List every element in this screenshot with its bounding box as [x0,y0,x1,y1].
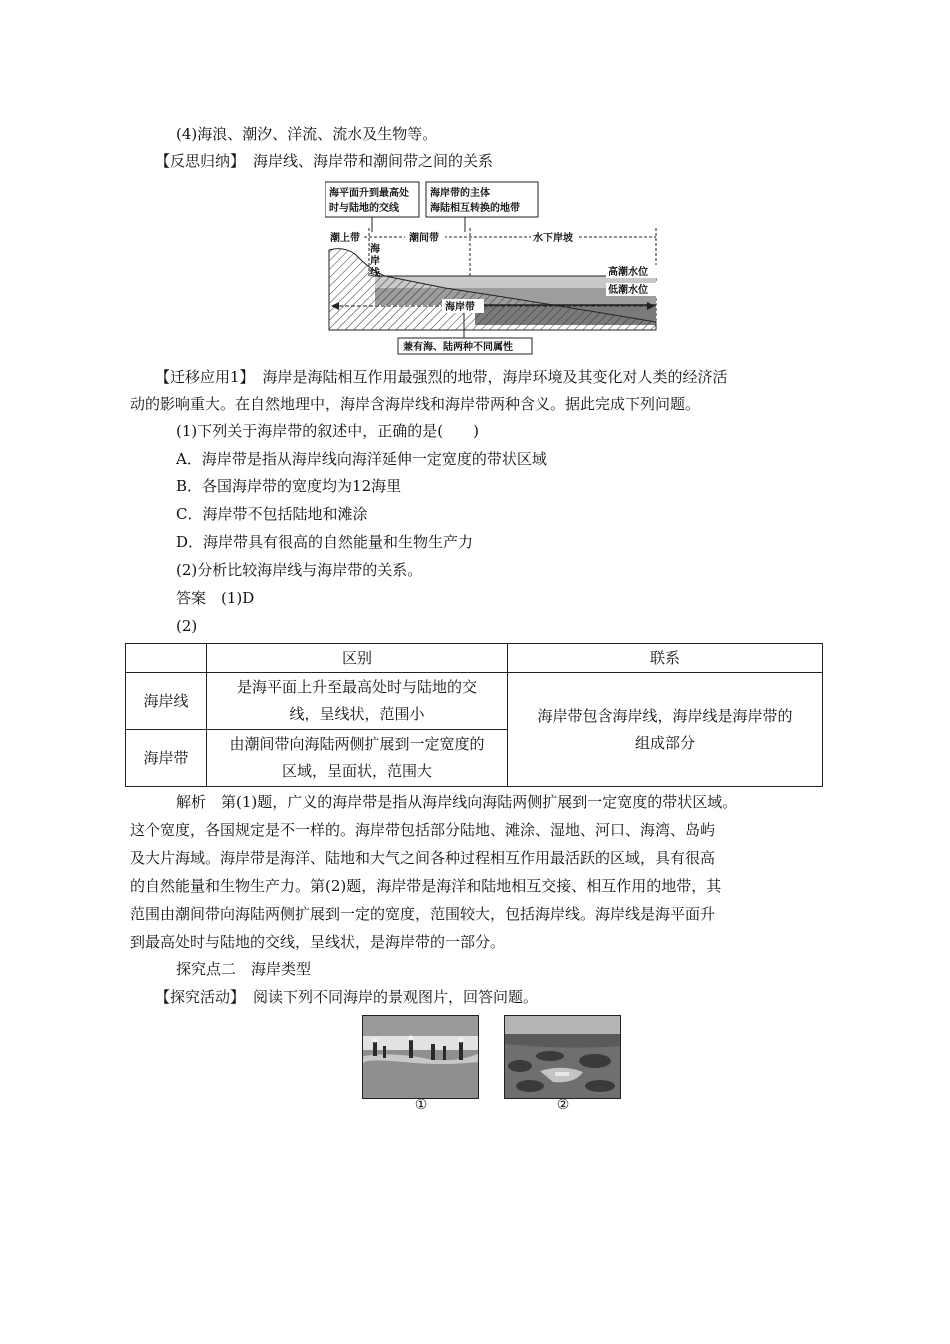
photo-caption-1: ① [414,1097,428,1113]
analysis-line-6: 到最高处时与陆地的交线，呈线状，是海岸带的一部分。 [130,933,506,951]
comparison-table [125,643,823,787]
photo-caption-2: ② [556,1097,570,1113]
zone-intertidal-label: 潮间带 [409,233,439,244]
activity-tag: 【探究活动】 [155,988,246,1006]
connection-line-2: 组成部分 [634,733,695,752]
answer-line: 答案 (1)D [176,589,255,607]
transfer-line-2: 动的影响重大。在自然地理中，海岸含海岸线和海岸带两种含义。据此完成下列问题。 [130,395,701,413]
zone-supratidal-label: 潮上带 [330,233,360,244]
intertidal-def-text-2: 海陆相互转换的地带 [430,203,520,214]
row-coastline-difference [207,673,508,730]
analysis-line-4: 的自然能量和生物生产力。第(2)题，海岸带是海洋和陆地相互交接、相互作用的地带，其 [130,877,722,895]
coastline-def-text-2: 时与陆地的交线 [329,203,399,214]
transfer-text: 海岸是海陆相互作用最强烈的地带，海岸环境及其变化对人类的经济活 [262,368,728,386]
row-coastal-zone-difference-line-2: 区域，呈面状，范围大 [281,762,432,780]
reflection-tag: 【反思归纳】 [155,152,246,170]
coastline-label-2: 岸 [370,256,380,267]
reflection-text: 海岸线、海岸带和潮间带之间的关系 [253,152,494,170]
row-coastal-zone-difference [207,730,508,787]
analysis-line-2: 这个宽度，各国规定是不一样的。海岸带包括部分陆地、滩涂、湿地、河口、海湾、岛屿 [130,821,716,839]
analysis-line-1: 解析 第(1)题，广义的海岸带是指从海岸线向海陆两侧扩展到一定宽度的带状区域。 [176,793,738,811]
coastline-def-text-1: 海平面升到最高处 [329,188,409,199]
answer-2-label: (2) [176,617,198,635]
row-coastline-difference-line-1: 是海平面上升至最高处时与陆地的交 [236,678,477,696]
analysis-line-5: 范围由潮间带向海陆两侧扩展到一定的宽度，范围较大，包括海岸线。海岸线是海平面升 [130,905,716,923]
table-corner-cell [126,644,207,673]
analysis-line-3: 及大片海域。海岸带是海洋、陆地和大气之间各种过程相互作用最活跃的区域，具有很高 [130,849,716,867]
row-coastline-name: 海岸线 [126,673,207,730]
activity-line [155,987,538,1007]
intertidal-def-text-1: 海岸带的主体 [430,188,490,199]
reflection-line [155,151,493,171]
transfer-tag: 【迁移应用1】 [155,368,255,386]
connection-line-1: 海岸带包含海岸线，海岸线是海岸带的 [537,706,793,725]
coastline-label-1: 海 [370,244,380,255]
header-connection: 联系 [508,644,823,673]
option-b: B．各国海岸带的宽度均为12海里 [176,477,402,495]
header-difference: 区别 [207,644,508,673]
activity-text: 阅读下列不同海岸的景观图片，回答问题。 [253,988,539,1006]
transfer-line-1 [155,367,728,387]
question-2: (2)分析比较海岸线与海岸带的关系。 [176,561,423,579]
dual-attribute-text: 兼有海、陆两种不同属性 [403,342,513,353]
option-c: C．海岸带不包括陆地和滩涂 [176,505,368,523]
table-header-row [126,644,823,673]
row-coastal-zone-name: 海岸带 [126,730,207,787]
table-row [126,673,823,730]
beach-photo [362,1015,479,1099]
question-1: (1)下列关于海岸带的叙述中，正确的是( ) [176,422,479,440]
high-tide-label: 高潮水位 [608,267,648,278]
row-coastal-zone-difference-line-1: 由潮间带向海陆两侧扩展到一定宽度的 [229,735,485,753]
row-coastline-difference-line-2: 线，呈线状，范围小 [289,705,425,723]
coastline-label-3: 线 [370,268,380,279]
item-4-text: (4)海浪、潮汐、洋流、流水及生物等。 [176,125,438,143]
low-tide-label: 低潮水位 [608,285,648,296]
rocky-coast-photo [504,1015,621,1099]
option-d: D．海岸带具有很高的自然能量和生物生产力 [176,533,474,551]
coastal-zone-label: 海岸带 [445,302,475,313]
connection-cell [508,673,823,787]
option-a: A．海岸带是指从海岸线向海洋延伸一定宽度的带状区域 [176,450,547,468]
coastal-zone-diagram [325,180,660,356]
zone-subtidal-label: 水下岸坡 [533,233,573,244]
section-heading: 探究点二 海岸类型 [176,960,312,978]
